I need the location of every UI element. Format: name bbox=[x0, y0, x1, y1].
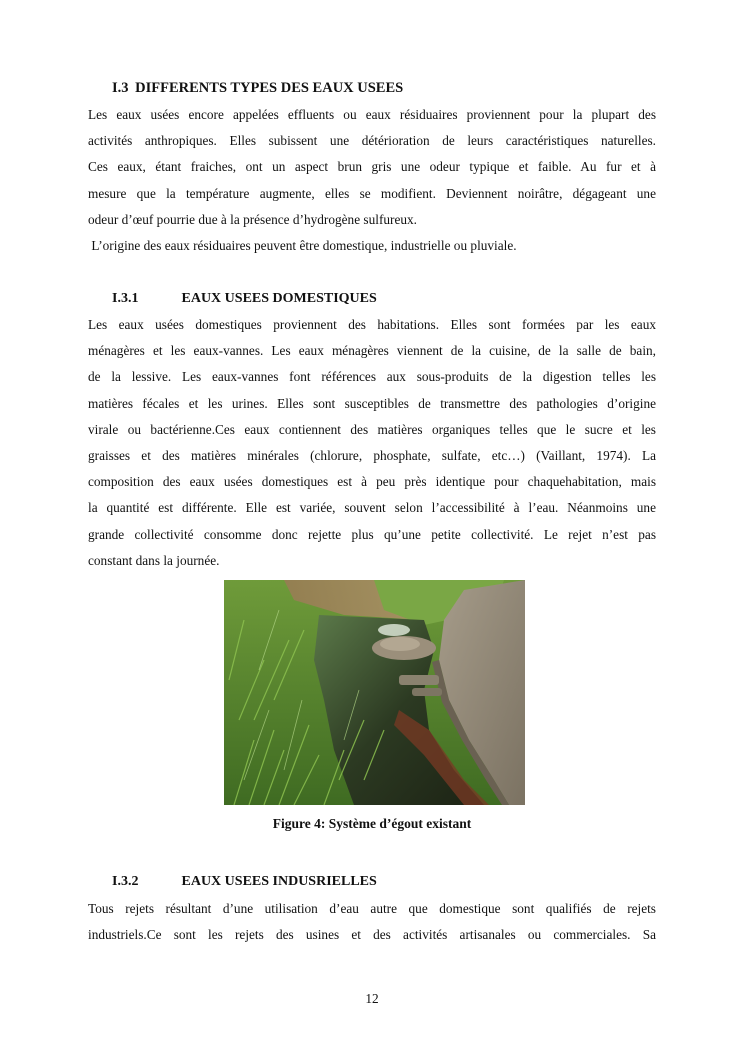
section-heading-i3 bbox=[112, 80, 403, 97]
text-line: la quantité est différente. Elle est variée, souvent selon l’accessibilité à l’eau. Néanmoins une bbox=[88, 500, 656, 516]
intro-paragraph bbox=[88, 102, 656, 259]
text-line: matières fécales et les urines. Elles sont susceptibles de transmettre des pathologies d’origine bbox=[88, 395, 656, 411]
text-line: Tous rejets résultant d’une utilisation d’eau autre que domestique sont qualifiés de rejets bbox=[88, 901, 656, 916]
text-line: Les eaux usées domestiques proviennent des habitations. Elles sont formées par les eaux bbox=[88, 317, 656, 332]
section-title: EAUX USEES INDUSRIELLES bbox=[181, 874, 377, 889]
text-line: Les eaux usées encore appelées effluents ou eaux résiduaires proviennent pour la plupart des bbox=[88, 107, 656, 122]
text-line: composition des eaux usées domestiques est à peu près identique pour chaquehabitation, mais bbox=[88, 474, 656, 490]
section-heading-i31 bbox=[112, 291, 377, 307]
text-line: mesure que la température augmente, elles se modifient. Deviennent noirâtre, dégageant une bbox=[88, 185, 656, 201]
text-line: Ces eaux, étant fraiches, ont un aspect brun gris une odeur typique et faible. Au fur et à bbox=[88, 159, 656, 175]
text-line: virale ou bactérienne.Ces eaux contiennent des matières organiques telles que le sucre et les bbox=[88, 421, 656, 437]
industrial-paragraph bbox=[88, 896, 656, 948]
figure-caption: Figure 4: Système d’égout existant bbox=[272, 816, 472, 831]
section-heading-i32 bbox=[112, 874, 377, 890]
text-line: L’origine des eaux résiduaires peuvent être domestique, industrielle ou pluviale. bbox=[88, 238, 517, 254]
text-line: grande collectivité consomme donc rejette plus qu’une petite collectivité. Le rejet n’est pas bbox=[88, 526, 656, 542]
section-title: EAUX USEES DOMESTIQUES bbox=[181, 291, 377, 306]
text-line: constant dans la journée. bbox=[88, 552, 220, 568]
text-line: industriels.Ce sont les rejets des usines et des activités artisanales ou commerciales. Sa bbox=[88, 927, 656, 943]
section-number: I.3.2 bbox=[112, 874, 139, 889]
section-number: I.3 bbox=[112, 80, 129, 96]
text-line: odeur d’œuf pourrie due à la présence d’hydrogène sulfureux. bbox=[88, 211, 417, 227]
text-line: de la lessive. Les eaux-vannes font références aux sous-produits de la digestion telles les bbox=[88, 369, 656, 385]
text-line: activités anthropiques. Elles subissent une détérioration de leurs caractéristiques naturelles. bbox=[88, 133, 656, 149]
sewer-photo bbox=[224, 580, 525, 805]
text-line: graisses et des matières minérales (chlorure, phosphate, sulfate, etc…) (Vaillant, 1974). La bbox=[88, 448, 656, 464]
text-line: ménagères et les eaux-vannes. Les eaux ménagères viennent de la cuisine, de la salle de bain, bbox=[88, 343, 656, 359]
section-number: I.3.1 bbox=[112, 291, 139, 306]
section-title: DIFFERENTS TYPES DES EAUX USEES bbox=[135, 80, 404, 96]
page-number: 12 bbox=[365, 991, 379, 1006]
domestic-paragraph bbox=[88, 312, 656, 574]
